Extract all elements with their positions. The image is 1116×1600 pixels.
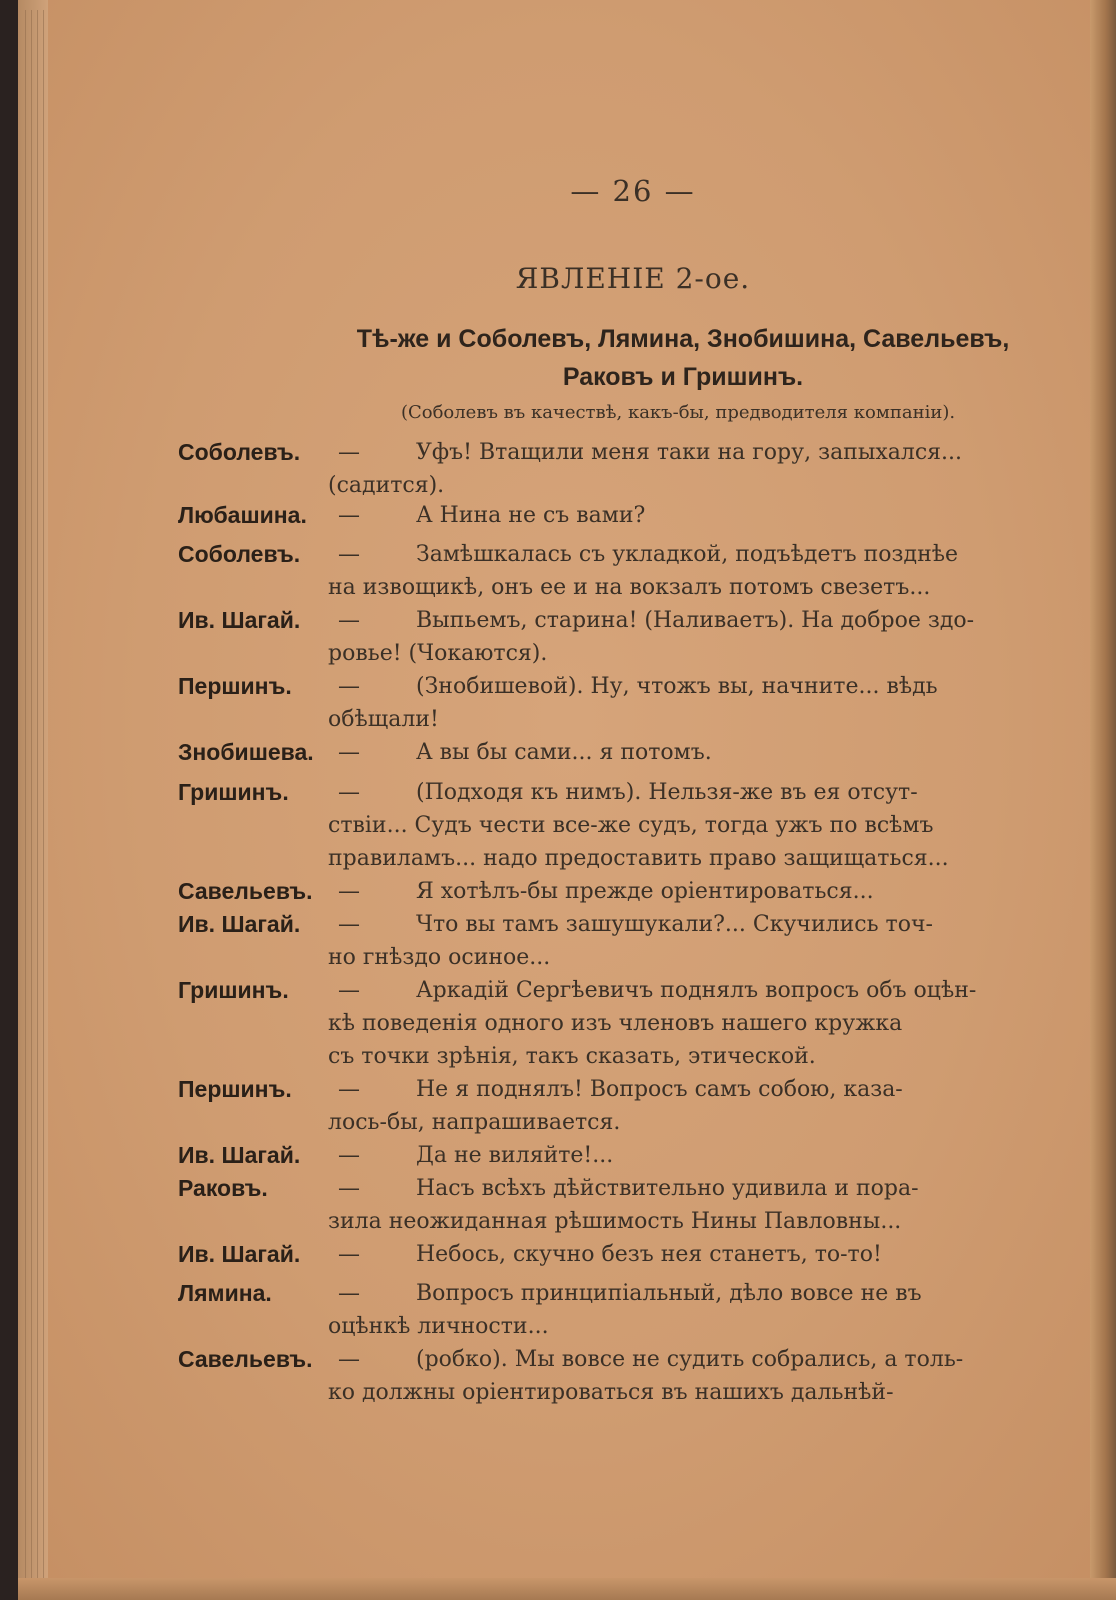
speech-line: ствіи... Судъ чести все-же судъ, тогда ужъ по всѣмъ: [328, 813, 934, 838]
speech-line: но гнѣздо осиное...: [328, 945, 551, 970]
speech-line: Насъ всѣхъ дѣйствительно удивила и пора-: [416, 1176, 919, 1201]
speech-line: Выпьемъ, старина! (Наливаетъ). На доброе здо-: [416, 608, 975, 633]
speech-line: Аркадій Сергѣевичъ поднялъ вопросъ объ оцѣн-: [416, 978, 977, 1003]
speech-text: [328, 436, 1048, 502]
speech-line: А Нина не съ вами?: [416, 503, 646, 528]
speech-line: зила неожиданная рѣшимость Нины Павловны...: [328, 1209, 902, 1234]
speech-block: [178, 1073, 1048, 1139]
speech-dash: —: [338, 1281, 360, 1306]
speech-block: [178, 538, 1048, 604]
speech-dash: —: [338, 674, 360, 699]
speech-block: [178, 1139, 1048, 1172]
speech-dash: —: [338, 978, 360, 1003]
speech-text: [328, 538, 1048, 604]
speech-dash: —: [338, 740, 360, 765]
speech-block: [178, 1238, 1048, 1271]
page-number: — 26 —: [570, 174, 696, 208]
speech-block: [178, 776, 1048, 875]
speech-line: ко должны оріентироваться въ нашихъ дальнѣй-: [328, 1380, 894, 1405]
speaker-name: Соболевъ.: [178, 439, 301, 465]
speaker-name: Знобишева.: [178, 739, 314, 765]
speech-line: Я хотѣлъ-бы прежде оріентироваться...: [416, 879, 874, 904]
speech-line: (Подходя къ нимъ). Нельзя-же въ ея отсут-: [416, 780, 918, 805]
speech-line: съ точки зрѣнія, такъ сказать, этической.: [328, 1044, 816, 1069]
speech-text: [328, 1343, 1048, 1409]
speech-dash: —: [338, 503, 360, 528]
speech-line: правиламъ... надо предоставить право защищаться...: [328, 846, 949, 871]
speech-text: [328, 1139, 1048, 1172]
speech-dash: —: [338, 1242, 360, 1267]
speaker-name: Гришинъ.: [178, 977, 289, 1003]
page-right-edge: [1090, 0, 1116, 1600]
speech-dash: —: [338, 542, 360, 567]
speech-dash: —: [338, 440, 360, 465]
speech-block: [178, 604, 1048, 670]
speech-text: [328, 875, 1048, 908]
scene-title: ЯВЛЕНІЕ 2-ое.: [515, 262, 751, 295]
speech-line: Уфъ! Втащили меня таки на гору, запыхался...: [416, 440, 963, 465]
speech-text: [328, 908, 1048, 974]
speech-block: [178, 974, 1048, 1073]
speech-line: Небось, скучно безъ нея станетъ, то-то!: [416, 1242, 882, 1267]
speech-line: (робко). Мы вовсе не судить собрались, а толь-: [416, 1347, 964, 1372]
cast-line: Раковъ и Гришинъ.: [562, 363, 804, 391]
speech-line: Да не виляйте!...: [416, 1143, 614, 1168]
speech-block: [178, 436, 1048, 502]
speech-text: [328, 604, 1048, 670]
speech-line: на извощикѣ, онъ ее и на вокзалъ потомъ свезетъ...: [328, 575, 931, 600]
speaker-name: Ив. Шагай.: [178, 911, 301, 937]
speech-block: [178, 499, 1048, 532]
speech-dash: —: [338, 1143, 360, 1168]
speech-dash: —: [338, 1176, 360, 1201]
speech-block: [178, 736, 1048, 769]
page-bottom-edge: [18, 1578, 1116, 1600]
speech-dash: —: [338, 1347, 360, 1372]
speaker-name: Першинъ.: [178, 1076, 292, 1102]
speaker-name: Гришинъ.: [178, 779, 289, 805]
speech-dash: —: [338, 912, 360, 937]
speaker-name: Любашина.: [178, 502, 307, 528]
speech-text: [328, 670, 1048, 736]
speech-block: [178, 670, 1048, 736]
speech-text: [328, 1277, 1048, 1343]
cast-list: [323, 320, 1043, 396]
speaker-name: Ив. Шагай.: [178, 607, 301, 633]
speaker-name: Соболевъ.: [178, 541, 301, 567]
speaker-name: Лямина.: [178, 1280, 272, 1306]
speech-text: [328, 1238, 1048, 1271]
speaker-name: Ив. Шагай.: [178, 1241, 301, 1267]
speech-dash: —: [338, 780, 360, 805]
speech-block: [178, 1277, 1048, 1343]
speech-line: кѣ поведенія одного изъ членовъ нашего кружка: [328, 1011, 903, 1036]
cast-line: Тѣ-же и Соболевъ, Лямина, Знобишина, Савельевъ,: [356, 325, 1010, 353]
speech-line: лось-бы, напрашивается.: [328, 1110, 621, 1135]
speech-text: [328, 499, 1048, 532]
speech-line: (Знобишевой). Ну, чтожъ вы, начните... вѣдь: [416, 674, 938, 699]
speech-line: Вопросъ принципіальный, дѣло вовсе не въ: [416, 1281, 922, 1306]
speaker-name: Ив. Шагай.: [178, 1142, 301, 1168]
speech-block: [178, 1172, 1048, 1238]
speech-block: [178, 908, 1048, 974]
speech-line: ровье! (Чокаются).: [328, 641, 548, 666]
speech-block: [178, 875, 1048, 908]
speech-line: А вы бы сами... я потомъ.: [416, 740, 712, 765]
stage-direction: (Соболевъ въ качествѣ, какъ-бы, предводителя компаніи).: [400, 402, 956, 423]
speech-text: [328, 974, 1048, 1073]
speaker-name: Першинъ.: [178, 673, 292, 699]
speech-dash: —: [338, 608, 360, 633]
speech-line: Не я поднялъ! Вопросъ самъ собою, каза-: [416, 1077, 903, 1102]
speaker-name: Савельевъ.: [178, 1346, 313, 1372]
speech-line: (садится).: [328, 473, 445, 498]
speech-line: Что вы тамъ зашушукали?... Скучились точ-: [416, 912, 933, 937]
speech-line: Замѣшкалась съ укладкой, подъѣдетъ позднѣе: [416, 542, 959, 567]
speaker-name: Савельевъ.: [178, 878, 313, 904]
book-page: [18, 0, 1116, 1600]
speech-block: [178, 1343, 1048, 1409]
speech-line: оцѣнкѣ личности...: [328, 1314, 549, 1339]
speech-line: обѣщали!: [328, 707, 439, 732]
speech-text: [328, 1073, 1048, 1139]
speech-dash: —: [338, 879, 360, 904]
speech-text: [328, 736, 1048, 769]
speech-dash: —: [338, 1077, 360, 1102]
page-left-edge: [18, 0, 48, 1600]
speaker-name: Раковъ.: [178, 1175, 268, 1201]
speech-text: [328, 776, 1048, 875]
speech-text: [328, 1172, 1048, 1238]
